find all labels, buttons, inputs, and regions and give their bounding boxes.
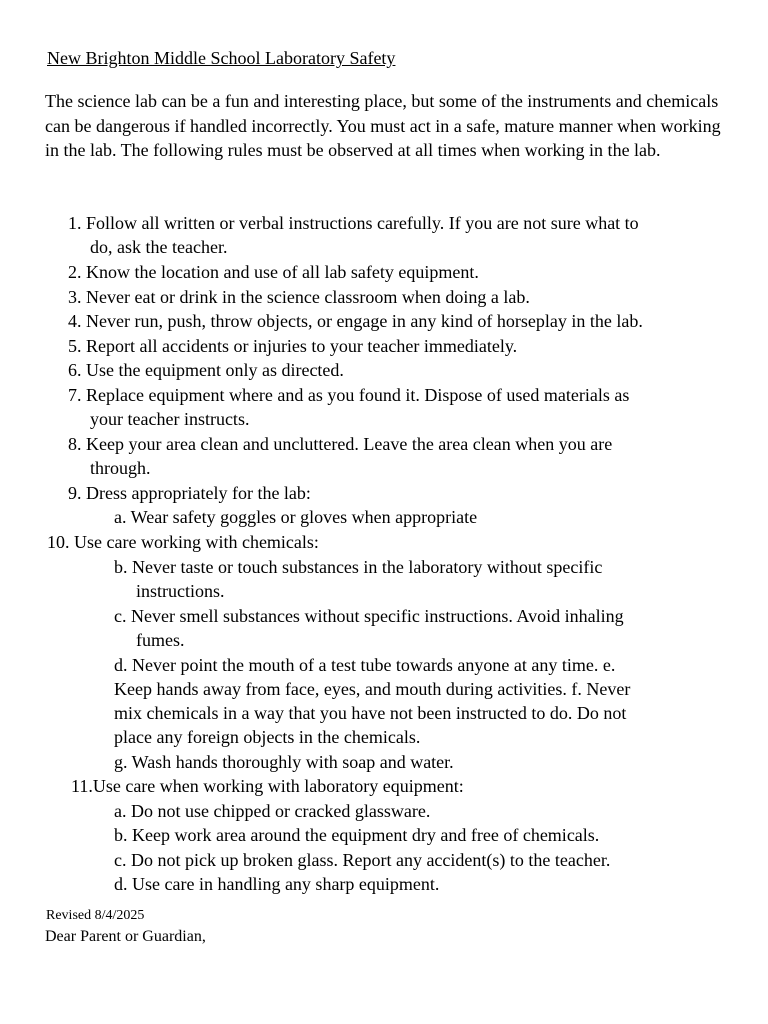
rule-line: 1. Follow all written or verbal instructions carefully. If you are not sure what to <box>68 213 639 233</box>
sub-rule-line: Keep hands away from face, eyes, and mouth during activities. f. Never <box>114 679 631 699</box>
intro-paragraph: The science lab can be a fun and interesting place, but some of the instruments and chemicals can be dangerous if handled incorrectly. You must act in a safe, mature manner when working in the lab. The following rules must be observed at all times when working in the lab. <box>45 91 721 160</box>
rule-line: 11.Use care when working with laboratory equipment: <box>71 776 464 796</box>
page-title: New Brighton Middle School Laboratory Safety <box>47 48 396 68</box>
sub-rule-line: a. Do not use chipped or cracked glassware. <box>114 801 431 821</box>
sub-rule-line: b. Keep work area around the equipment dry and free of chemicals. <box>114 825 600 845</box>
rule-line: 4. Never run, push, throw objects, or engage in any kind of horseplay in the lab. <box>68 311 643 331</box>
sub-rule-line: d. Use care in handling any sharp equipment. <box>114 874 440 894</box>
sub-rule-line: b. Never taste or touch substances in the laboratory without specific <box>114 557 603 577</box>
rule-line: 3. Never eat or drink in the science classroom when doing a lab. <box>68 287 530 307</box>
sub-rule-line: g. Wash hands thoroughly with soap and water. <box>114 752 454 772</box>
rule-line: 8. Keep your area clean and uncluttered. Leave the area clean when you are <box>68 434 613 454</box>
sub-rule-line: instructions. <box>136 581 225 601</box>
rule-line: your teacher instructs. <box>90 409 250 429</box>
rule-line: 7. Replace equipment where and as you found it. Dispose of used materials as <box>68 385 630 405</box>
rule-line: 5. Report all accidents or injuries to your teacher immediately. <box>68 336 518 356</box>
rule-line: through. <box>90 458 151 478</box>
sub-rule-line: c. Never smell substances without specific instructions. Avoid inhaling <box>114 606 624 626</box>
letter-greeting: Dear Parent or Guardian, <box>45 928 206 945</box>
sub-rule-line: c. Do not pick up broken glass. Report any accident(s) to the teacher. <box>114 850 611 870</box>
rule-line: 10. Use care working with chemicals: <box>47 532 319 552</box>
rule-line: 9. Dress appropriately for the lab: <box>68 483 311 503</box>
sub-rule-line: d. Never point the mouth of a test tube towards anyone at any time. e. <box>114 655 616 675</box>
rule-line: 6. Use the equipment only as directed. <box>68 360 344 380</box>
rule-line: 2. Know the location and use of all lab safety equipment. <box>68 262 479 282</box>
sub-rule-line: a. Wear safety goggles or gloves when appropriate <box>114 507 478 527</box>
sub-rule-line: fumes. <box>136 630 185 650</box>
sub-rule-line: place any foreign objects in the chemicals. <box>114 727 421 747</box>
sub-rule-line: mix chemicals in a way that you have not been instructed to do. Do not <box>114 703 627 723</box>
revision-date: Revised 8/4/2025 <box>46 908 145 923</box>
rule-line: do, ask the teacher. <box>90 237 228 257</box>
